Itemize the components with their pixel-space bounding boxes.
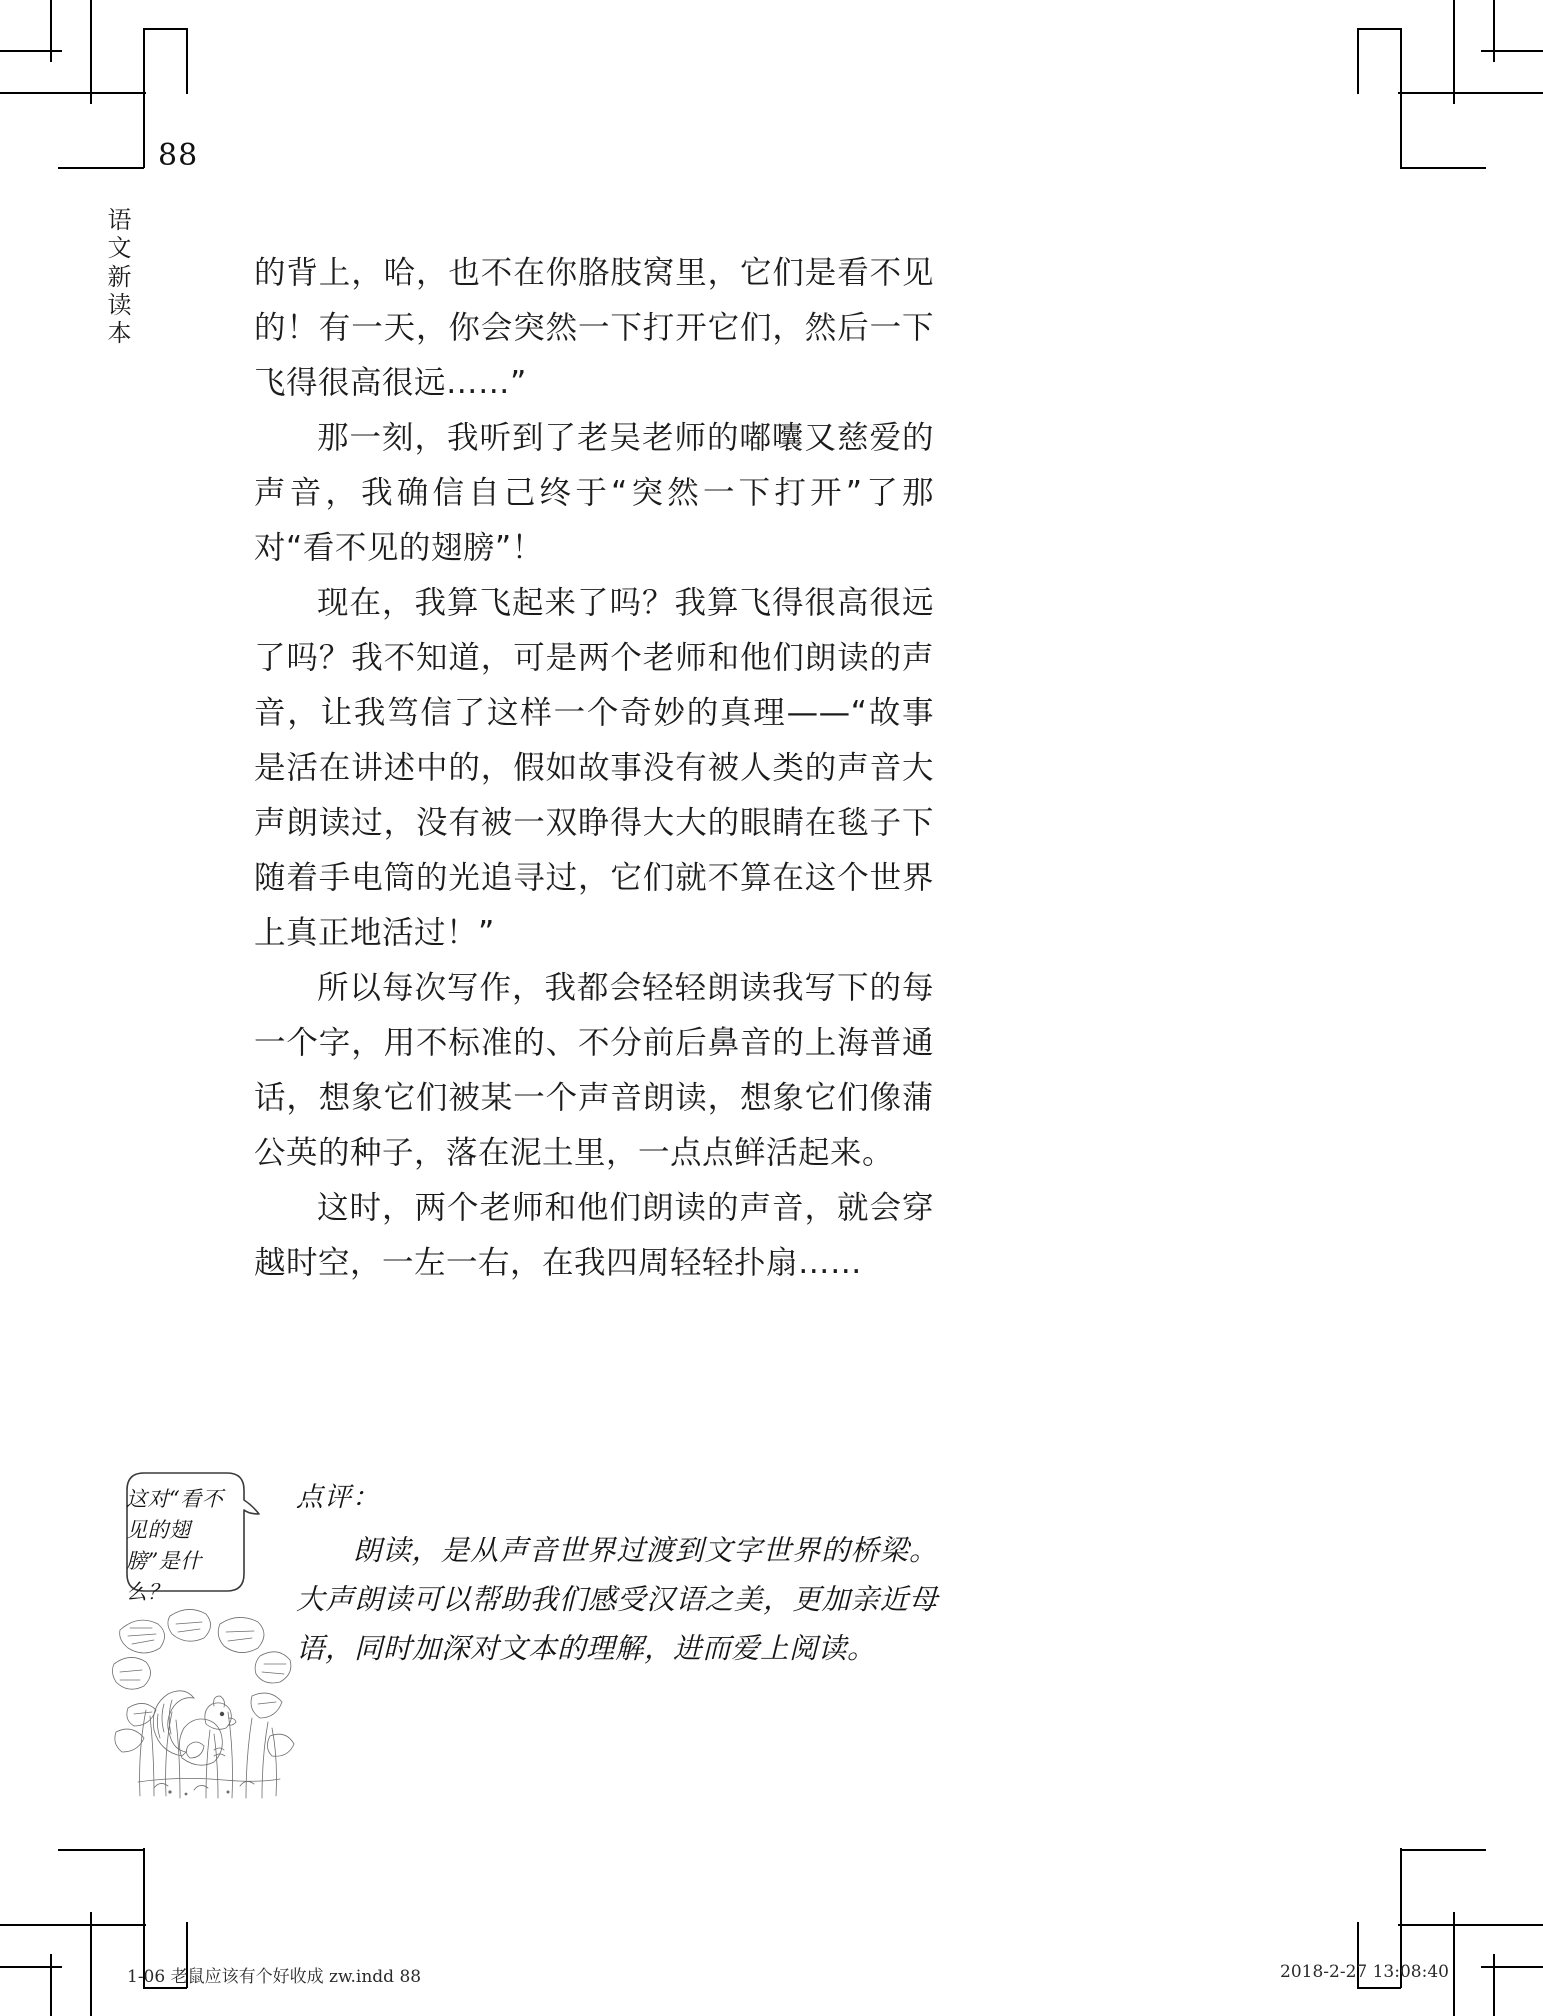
running-head-char: 新 [107, 262, 133, 291]
footer-timestamp: 2018-2-27 13:08:40 [1280, 1962, 1449, 1982]
page-number: 88 [158, 138, 199, 173]
running-head-char: 语 [107, 206, 133, 234]
body-paragraph: 的背上，哈，也不在你胳肢窝里，它们是看不见的！有一天，你会突然一下打开它们，然后一下飞得很高很远……” [254, 255, 934, 401]
commentary-block [296, 1478, 938, 1673]
footer-filename: 1-06 老鼠应该有个好收成 zw.indd 88 [127, 1967, 422, 1987]
running-head-char: 文 [107, 234, 133, 263]
body-paragraph: 现在，我算飞起来了吗？我算飞得很高很远了吗？我不知道，可是两个老师和他们朗读的声音，让我笃信了这样一个奇妙的真理——“故事是活在讲述中的，假如故事没有被人类的声音大声朗读过，没有被一双睁得大大的眼睛在毯子下随着手电筒的光追寻过，它们就不算在这个世界上真正地活过！” [254, 585, 934, 951]
squirrel-illustration-drawing [110, 1600, 300, 1800]
body-paragraph: 所以每次写作，我都会轻轻朗读我写下的每一个字，用不标准的、不分前后鼻音的上海普通话，想象它们被某一个声音朗读，想象它们像蒲公英的种子，落在泥土里，一点点鲜活起来。 [254, 970, 934, 1171]
commentary-text: 朗读，是从声音世界过渡到文字世界的桥梁。大声朗读可以帮助我们感受汉语之美，更加亲近母语，同时加深对文本的理解，进而爱上阅读。 [296, 1534, 938, 1665]
squirrel-illustration [110, 1600, 300, 1800]
body-text-column [254, 246, 934, 1291]
crop-mark-top-right [1343, 0, 1543, 180]
running-head-char: 本 [107, 319, 133, 348]
body-paragraph: 那一刻，我听到了老吴老师的嘟囔又慈爱的声音，我确信自己终于“突然一下打开”了那对“看不见的翅膀”！ [254, 420, 934, 566]
running-head-vertical [103, 206, 137, 348]
commentary-label: 点评： [296, 1482, 380, 1513]
speech-bubble [113, 1470, 247, 1604]
body-paragraph: 这时，两个老师和他们朗读的声音，就会穿越时空，一左一右，在我四周轻轻扑扇…… [254, 1190, 934, 1281]
crop-mark-bottom-right [1343, 1836, 1543, 2016]
crop-mark-bottom-left [0, 1836, 200, 2016]
speech-bubble-text: 这对“看不见的翅膀”是什么？ [126, 1487, 224, 1604]
running-head-char: 读 [107, 290, 133, 319]
